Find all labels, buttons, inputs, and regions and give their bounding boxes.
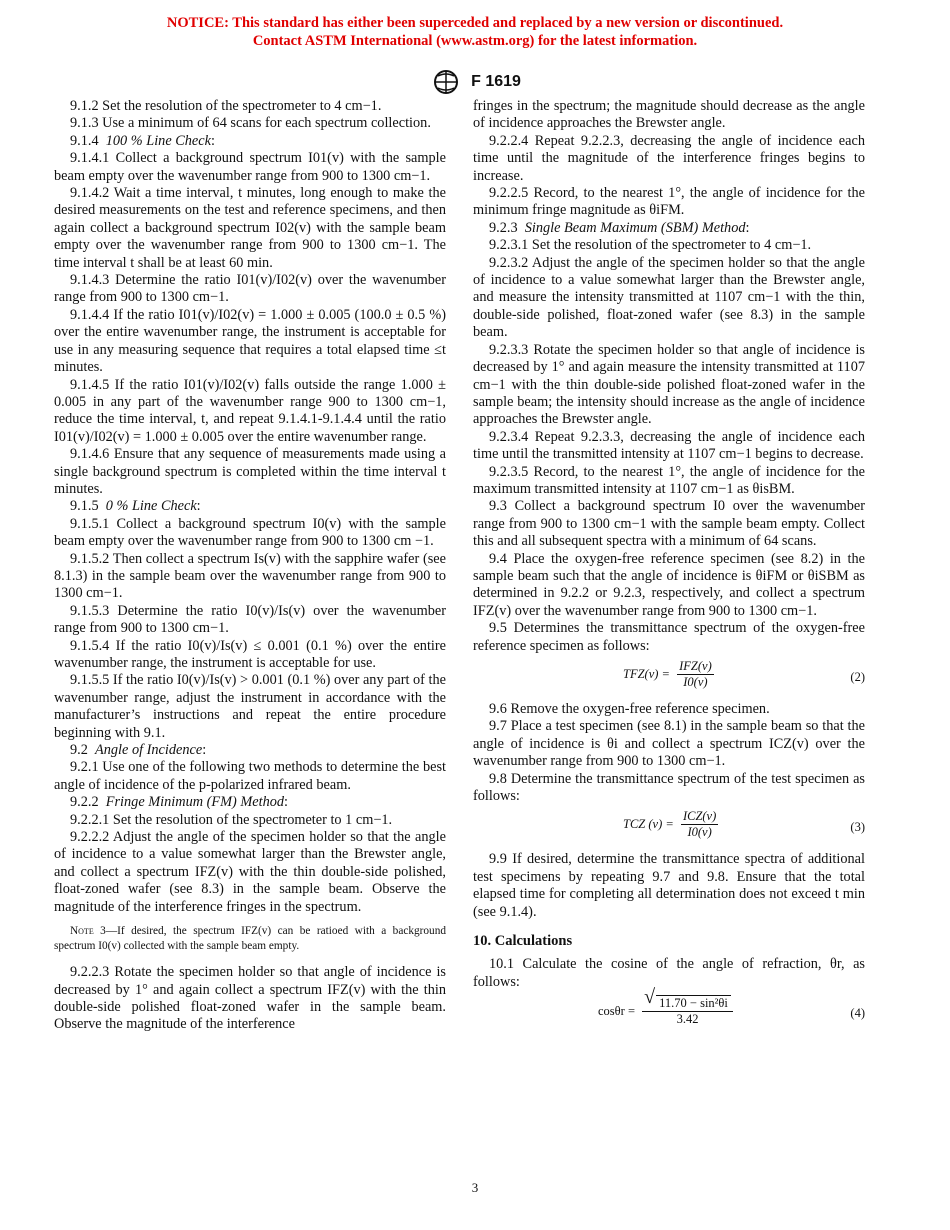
paragraph: 9.2.1 Use one of the following two methods to determine the best angle of incidence of the p-polarized infrared beam. bbox=[54, 759, 446, 793]
subsection-heading: 9.1.4 100 % Line Check: bbox=[70, 132, 215, 149]
left-column bbox=[54, 98, 446, 1034]
equation-lhs: TCZ (v) = bbox=[623, 817, 674, 832]
paragraph: 9.1.4.4 If the ratio I01(v)/I02(v) = 1.000 ± 0.005 (100.0 ± 0.5 %) over the entire wavenumber range, the instrument is acceptable for use in any measuring sequence that requires a total elapsed time ≤t minutes. bbox=[54, 306, 446, 376]
paragraph: 9.1.4.6 Ensure that any sequence of measurements made using a single background spectrum is completed within the time interval t minutes. bbox=[54, 446, 446, 497]
equation-lhs: TFZ(v) = bbox=[623, 666, 670, 681]
notice-banner bbox=[0, 14, 950, 50]
equation-numerator: IFZ(v) bbox=[679, 659, 712, 673]
equation-label: (3) bbox=[850, 820, 865, 835]
paragraph: 9.2.3.4 Repeat 9.2.3.3, decreasing the angle of incidence each time until the transmitted intensity at 1107 cm−1 begins to decrease. bbox=[473, 428, 865, 463]
subsection-heading: 9.2.3 Single Beam Maximum (SBM) Method: bbox=[489, 219, 750, 236]
equation-numerator: √ 11.70 − sin²θi bbox=[642, 995, 733, 1012]
paragraph: 9.1.4.1 Collect a background spectrum I01(v) with the sample beam empty over the wavenumber range from 900 to 1300 cm−1. bbox=[54, 150, 446, 184]
paragraph: 9.2.3.3 Rotate the specimen holder so that angle of incidence is decreased by 1° and again measure the intensity transmitted at 1107 cm−1 with the thin double-side polished float-zoned wafer in the sample beam; the intensity should increase as the angle of incidence approaches the Brewster angle. bbox=[473, 341, 865, 428]
subsection-heading: 9.1.5 0 % Line Check: bbox=[70, 498, 201, 515]
paragraph: 9.1.4.3 Determine the ratio I01(v)/I02(v) over the wavenumber range from 900 to 1300 cm−1. bbox=[54, 272, 446, 306]
paragraph: 10.1 Calculate the cosine of the angle of refraction, θr, as follows: bbox=[473, 956, 865, 990]
paragraph: 9.2.3.1 Set the resolution of the spectrometer to 4 cm−1. bbox=[489, 237, 812, 254]
paragraph: 9.2.2.3 Rotate the specimen holder so that angle of incidence is decreased by 1° and again collect a spectrum IFZ(v) with the thin double-side polished float-zoned wafer in the sample beam. Observe the magnitude of the interference bbox=[54, 964, 446, 1033]
paragraph: 9.1.5.4 If the ratio I0(v)/Is(v) ≤ 0.001 (0.1 %) over the entire wavenumber range, the instrument is acceptable for use. bbox=[54, 637, 446, 671]
paragraph: 9.8 Determine the transmittance spectrum of the test specimen as follows: bbox=[473, 770, 865, 805]
paragraph: 9.1.5.1 Collect a background spectrum I0(v) with the sample beam empty over the wavenumber range from 900 to 1300 cm −1. bbox=[54, 515, 446, 550]
subsection-heading: 9.2 Angle of Incidence: bbox=[70, 742, 207, 759]
subsection-heading: 9.2.2 Fringe Minimum (FM) Method: bbox=[70, 794, 289, 811]
paragraph: 9.1.2 Set the resolution of the spectrometer to 4 cm−1. bbox=[70, 98, 382, 114]
astm-logo-icon bbox=[429, 68, 463, 96]
equation-label: (4) bbox=[850, 1006, 865, 1021]
page-number: 3 bbox=[471, 1180, 479, 1195]
equation-denominator: I0(v) bbox=[687, 825, 712, 840]
designation: F 1619 bbox=[471, 73, 521, 90]
paragraph: 9.2.2.5 Record, to the nearest 1°, the angle of incidence for the minimum fringe magnitude as θiFM. bbox=[473, 185, 865, 219]
paragraph: 9.1.4.5 If the ratio I01(v)/I02(v) falls outside the range 1.000 ± 0.005 in any part of the wavenumber range 900 to 1300 cm−1, reduce the time interval, t, and repeat 9.1.4.1-9.1.4.4 until the ratio I01(v)/I02(v) = 1.000 ± 0.005 over the entire wavenumber range. bbox=[54, 376, 446, 445]
paragraph: 9.2.3.5 Record, to the nearest 1°, the angle of incidence for the maximum transmitted intensity at 1107 cm−1 as θisBM. bbox=[473, 463, 865, 497]
equation-4 bbox=[473, 995, 865, 1033]
paragraph: 9.2.3.2 Adjust the angle of the specimen holder so that the angle of incidence to a value somewhat larger than the Brewster angle, and measure the intensity transmitted at 1107 cm−1 with the thin, double-side polished, float-zoned wafer (see 8.3) in the sample beam. bbox=[473, 254, 865, 341]
notice-line-2: Contact ASTM International (www.astm.org) for the latest information. bbox=[252, 33, 698, 49]
paragraph: fringes in the spectrum; the magnitude should decrease as the angle of incidence approaches the Brewster angle. bbox=[473, 98, 865, 132]
paragraph: 9.7 Place a test specimen (see 8.1) in the sample beam so that the angle of incidence is θi and collect a spectrum ICZ(v) over the wavenumber range from 900 to 1300 cm−1. bbox=[473, 718, 865, 770]
equation-lhs: cosθr = bbox=[598, 1003, 635, 1018]
paragraph: 9.1.5.5 If the ratio I0(v)/Is(v) > 0.001 (0.1 %) over any part of the wavenumber range, adjust the instrument in accordance with the manufacturer’s instructions and repeat the entire procedure beginning with 9.1. bbox=[54, 672, 446, 741]
paragraph: 9.3 Collect a background spectrum I0 over the wavenumber range from 900 to 1300 cm−1 with the sample beam empty. Collect this and all subsequent spectra with a minimum of 64 scans. bbox=[473, 498, 865, 550]
paragraph: 9.2.2.4 Repeat 9.2.2.3, decreasing the angle of incidence each time until the magnitude of the interference fringes begins to increase. bbox=[473, 132, 865, 184]
paragraph: 9.5 Determines the transmittance spectrum of the oxygen-free reference specimen as follows: bbox=[473, 620, 865, 654]
equation-denominator: 3.42 bbox=[676, 1012, 699, 1027]
paragraph: 9.1.5.2 Then collect a spectrum Is(v) with the sapphire wafer (see 8.1.3) in the sample beam over the wavenumber range from 900 to 1300 cm−1. bbox=[54, 550, 446, 602]
paragraph: 9.6 Remove the oxygen-free reference specimen. bbox=[489, 701, 770, 717]
note: Note 3—If desired, the spectrum IFZ(v) can be ratioed with a background spectrum I0(v) collected with the sample beam empty. bbox=[54, 925, 447, 953]
equation-numerator: ICZ(v) bbox=[682, 809, 717, 824]
paragraph: 9.1.4.2 Wait a time interval, t minutes, long enough to make the desired measurements on the test and reference specimens, and then again collect a background spectrum I02(v) with the sample beam empty over the wavenumber range from 900 to 1300 cm−1. The time interval t shall be at least 60 min. bbox=[54, 185, 446, 271]
notice-line-1: NOTICE: This standard has either been superceded and replaced by a new version or discontinued. bbox=[166, 15, 784, 31]
right-column bbox=[473, 98, 865, 1037]
paragraph: 9.4 Place the oxygen-free reference specimen (see 8.2) in the sample beam such that the angle of incidence is θiFM or θiSBM as determined in 9.2.2 or 9.2.3, respectively, and collect a spectrum IFZ(v) over the wavenumber range from 900 to 1300 cm−1. bbox=[473, 550, 865, 619]
section-heading: 10. Calculations bbox=[473, 933, 573, 950]
equation-label: (2) bbox=[850, 670, 865, 684]
paragraph: 9.1.5.3 Determine the ratio I0(v)/Is(v) over the wavenumber range from 900 to 1300 cm−1. bbox=[54, 602, 446, 637]
paragraph: 9.2.2.1 Set the resolution of the spectrometer to 1 cm−1. bbox=[70, 811, 393, 828]
page-header bbox=[0, 68, 950, 96]
paragraph: 9.1.3 Use a minimum of 64 scans for each spectrum collection. bbox=[70, 115, 431, 132]
paragraph: 9.2.2.2 Adjust the angle of the specimen holder so that the angle of incidence to a value somewhat larger than the Brewster angle, and collect a spectrum IFZ(v) with the thin double-side polished, float-zoned wafer (see 8.3) in the sample beam. Observe the magnitude of the interference fringes in the spectrum. bbox=[54, 829, 446, 915]
equation-denominator: I0(v) bbox=[683, 675, 708, 689]
equation-2 bbox=[473, 659, 865, 697]
equation-3 bbox=[473, 809, 865, 847]
paragraph: 9.9 If desired, determine the transmittance spectra of additional test specimens by repeating 9.7 and 9.8. Ensure that the total elapsed time for completing all determination does not exceed t min (see 9.1.4). bbox=[473, 851, 865, 920]
